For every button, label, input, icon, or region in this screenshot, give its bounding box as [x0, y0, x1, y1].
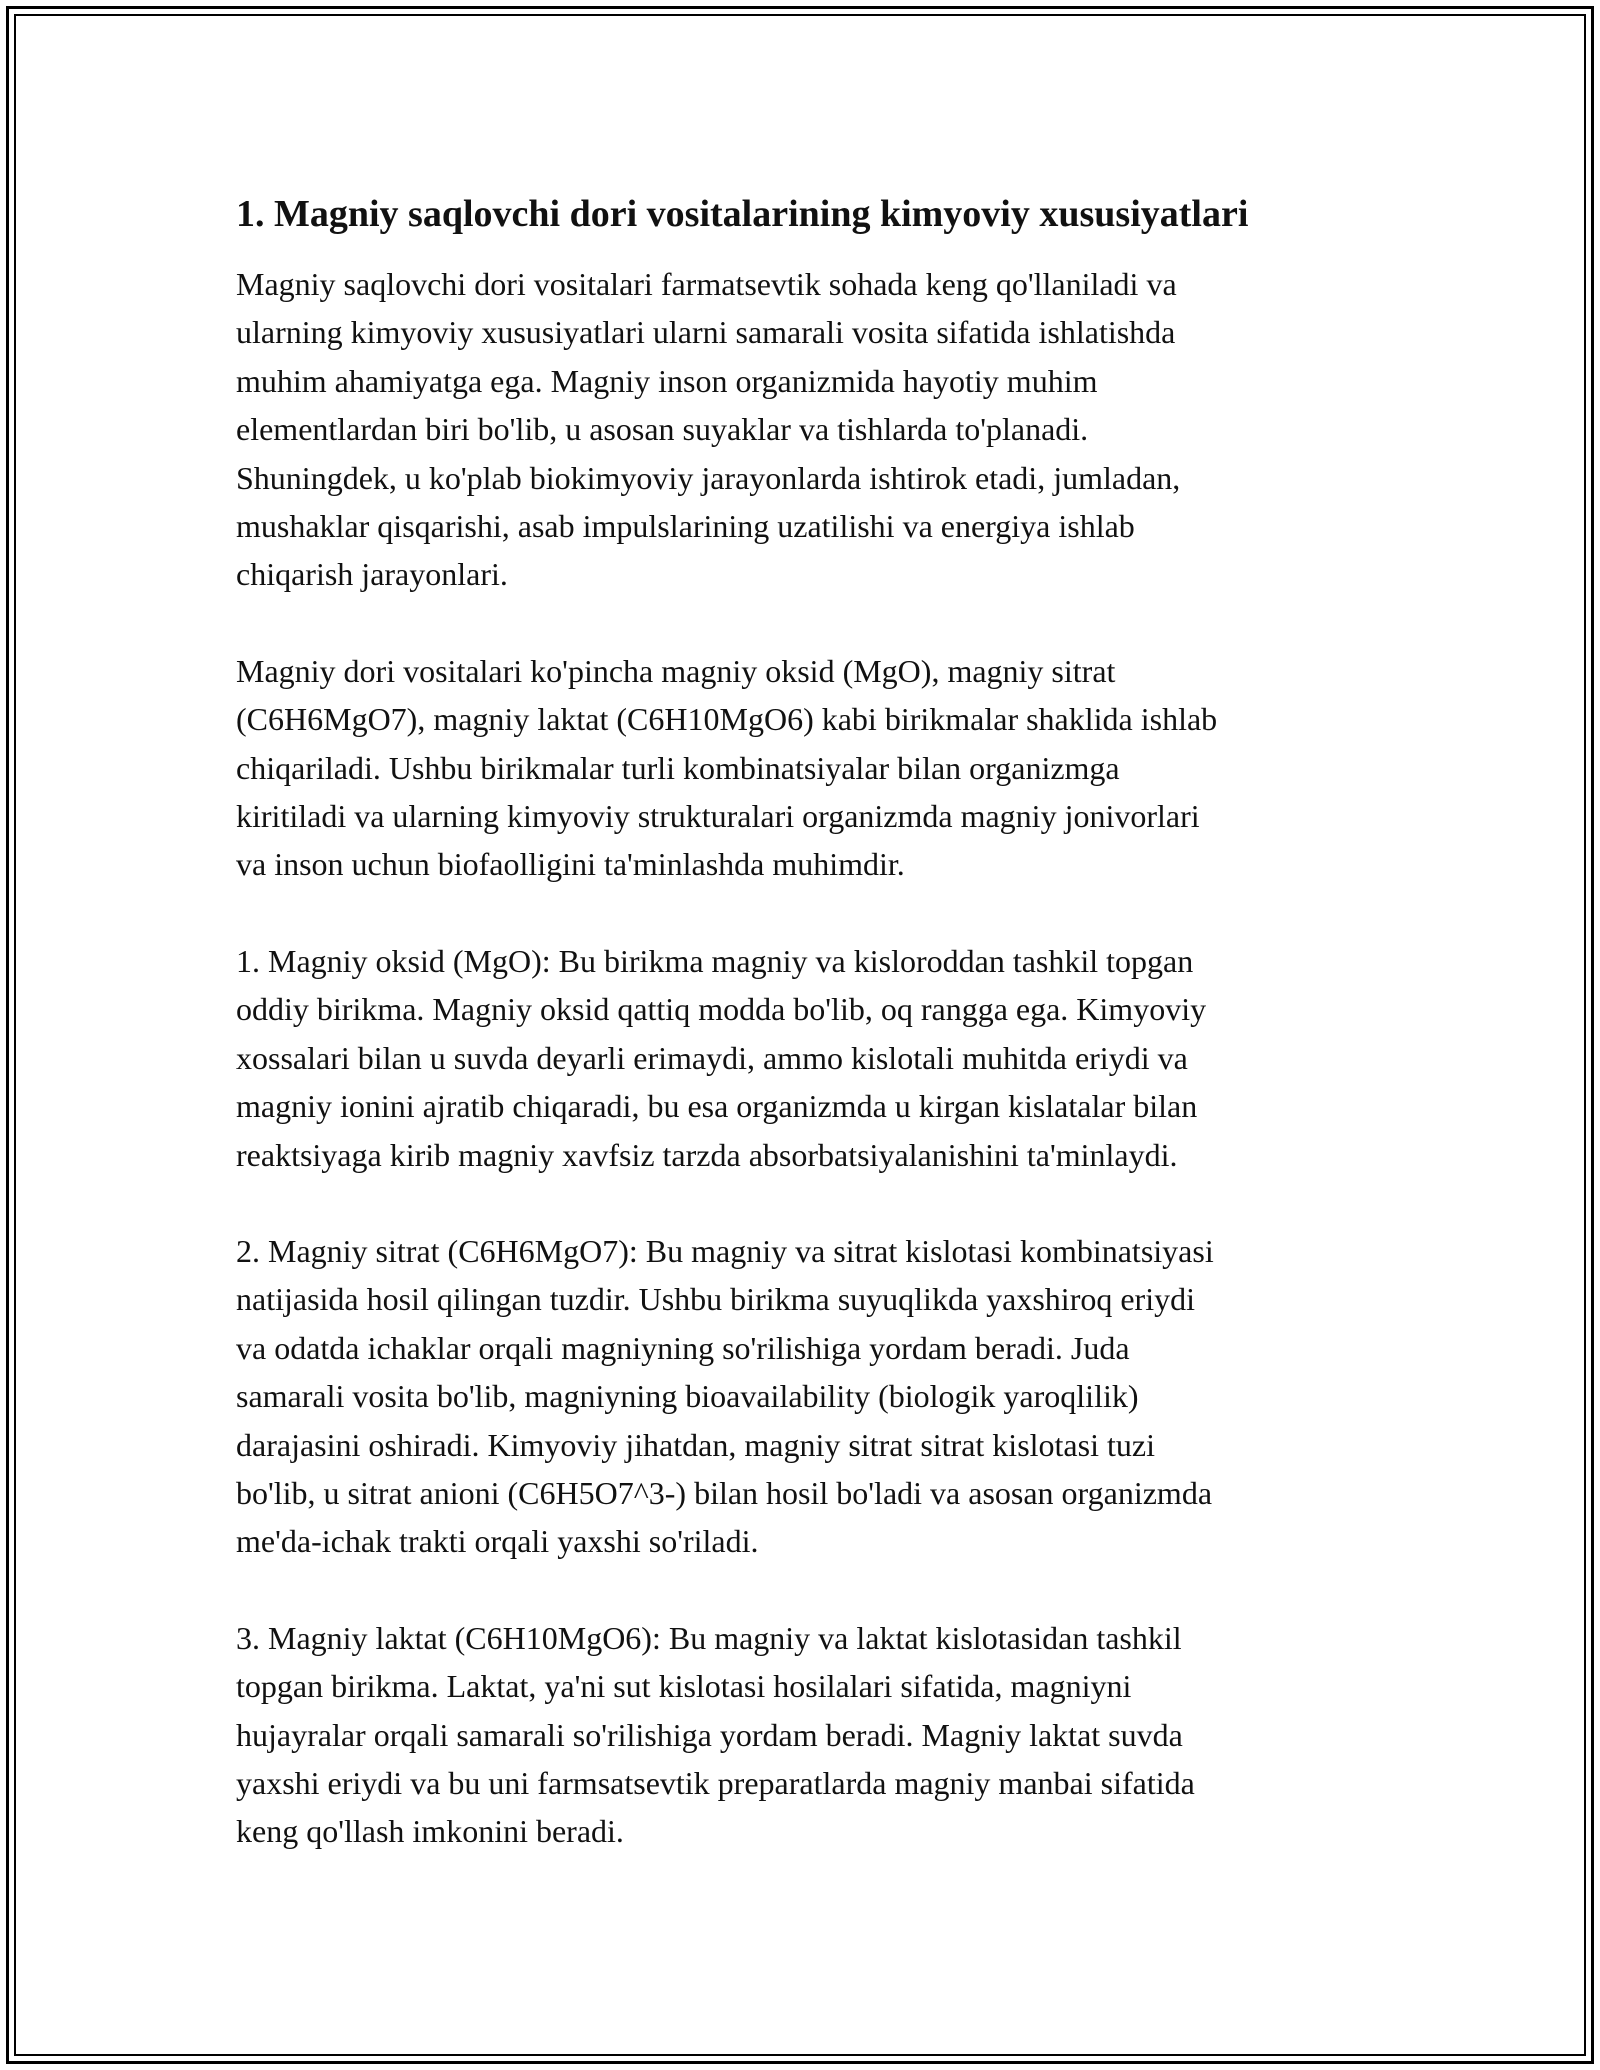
paragraph-magnesium-lactate: 3. Magniy laktat (C6H10MgO6): Bu magniy va laktat kislotasidan tashkil topgan birikma. Laktat, ya'ni sut kislotasi hosilalari sifatida, magniyni hujayralar orqali samarali so'rilishiga yordam beradi. Magniy laktat suvda yaxshi eriydi va bu uni farmsatsevtik preparatlarda magniy manbai sifatida keng qo'llash imkonini beradi. — [236, 1619, 1195, 1850]
paragraph-intro: Magniy saqlovchi dori vositalari farmatsevtik sohada keng qo'llaniladi va ularning kimyoviy xususiyatlari ularni samarali vosita sifatida ishlatishda muhim ahamiyatga ega. Magniy inson organizmida hayotiy muhim elementlardan biri bo'lib, u asosan suyaklar va tishlarda to'planadi. Shuningdek, u ko'plab biokimyoviy jarayonlarda ishtirok etadi, jumladan, mushaklar qisqarishi, asab impulslarining uzatilishi va energiya ishlab chiqarish jarayonlari. — [236, 266, 1181, 593]
document-body — [236, 186, 1386, 1904]
paragraph-magnesium-oxide: 1. Magniy oksid (MgO): Bu birikma magniy va kisloroddan tashkil topgan oddiy birikma. Magniy oksid qattiq modda bo'lib, oq rangga ega. Kimyoviy xossalari bilan u suvda deyarli erimaydi, ammo kislotali muhitda eriydi va magniy ionini ajratib chiqaradi, bu esa organizmda u kirgan kislatalar bilan reaktsiyaga kirib magniy xavfsiz tarzda absorbatsiyalanishini ta'minlaydi. — [236, 942, 1207, 1173]
paragraph-compounds: Magniy dori vositalari ko'pincha magniy oksid (MgO), magniy sitrat (C6H6MgO7), magniy laktat (C6H10MgO6) kabi birikmalar shaklida ishlab chiqariladi. Ushbu birikmalar turli kombinatsiyalar bilan organizmga kiritiladi va ularning kimyoviy strukturalari organizmda magniy jonivorlari va inson uchun biofaolligini ta'minlashda muhimdir. — [236, 652, 1218, 883]
paragraph-magnesium-citrate: 2. Magniy sitrat (C6H6MgO7): Bu magniy va sitrat kislotasi kombinatsiyasi natijasida hosil qilingan tuzdir. Ushbu birikma suyuqlikda yaxshiroq eriydi va odatda ichaklar orqali magniyning so'rilishiga yordam beradi. Juda samarali vosita bo'lib, magniyning bioavailability (biologik yaroqlilik) darajasini oshiradi. Kimyoviy jihatdan, magniy sitrat sitrat kislotasi tuzi bo'lib, u sitrat anioni (C6H5O7^3-) bilan hosil bo'ladi va asosan organizmda me'da-ichak trakti orqali yaxshi so'riladi. — [236, 1232, 1214, 1560]
section-heading: 1. Magniy saqlovchi dori vositalarining kimyoviy xususiyatlari — [236, 193, 1249, 235]
